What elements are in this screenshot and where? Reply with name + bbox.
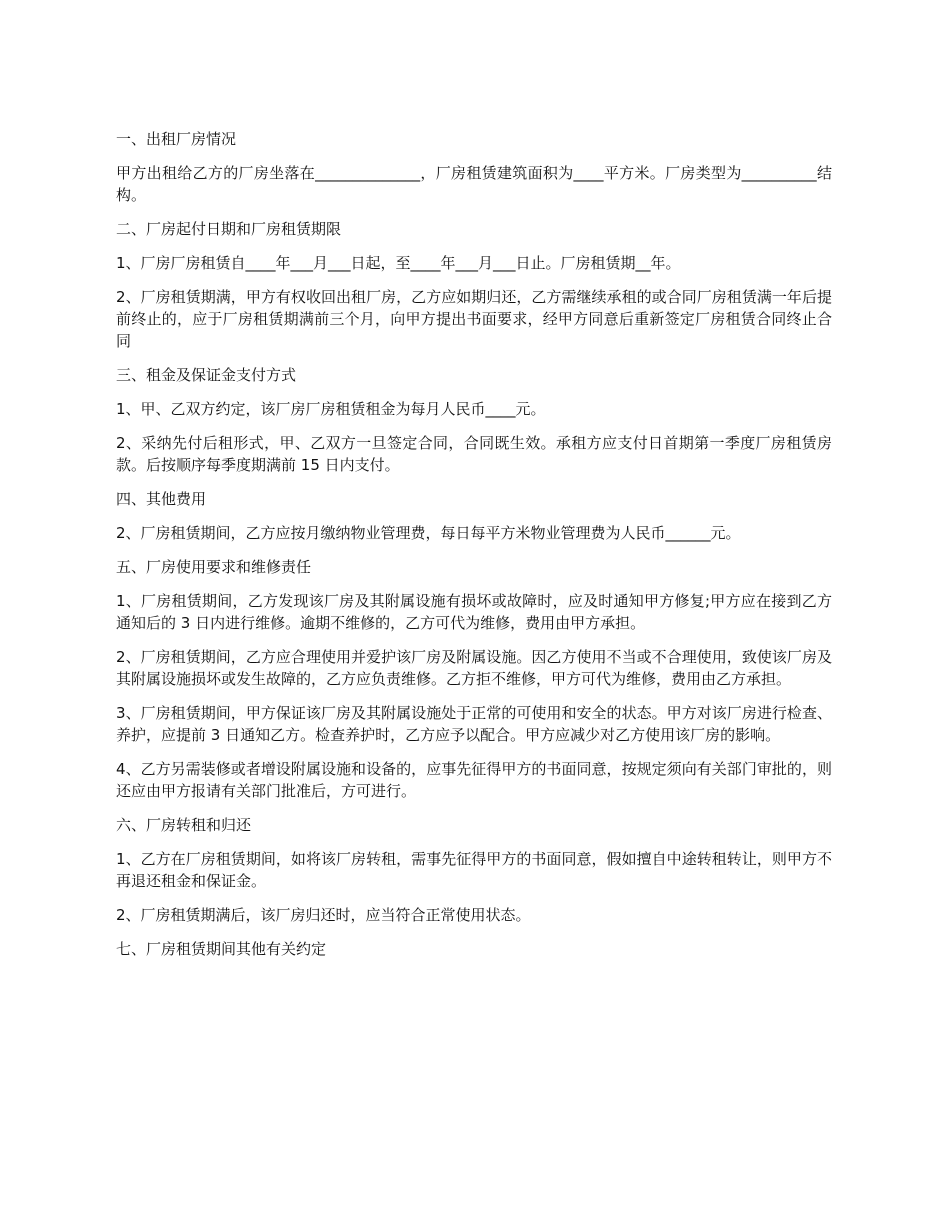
paragraph-payment-method: 2、采纳先付后租形式，甲、乙双方一旦签定合同，合同既生效。承租方应支付日首期第一季度厂房租赁房款。后按顺序每季度期满前 15 日内支付。 <box>116 434 832 474</box>
section-heading-6: 六、厂房转租和归还 <box>116 816 252 834</box>
paragraph-repair-2: 2、厂房租赁期间，乙方应合理使用并爱护该厂房及附属设施。因乙方使用不当或不合理使用，致使该厂房及其附属设施损坏或发生故障的，乙方应负责维修。乙方拒不维修，甲方可代为维修，费用由乙方承担。 <box>116 648 832 688</box>
section-heading-5: 五、厂房使用要求和维修责任 <box>116 558 312 576</box>
paragraph-repair-4: 4、乙方另需装修或者增设附属设施和设备的，应事先征得甲方的书面同意，按规定须向有关部门审批的，则还应由甲方报请有关部门批准后，方可进行。 <box>116 760 832 800</box>
section-heading-7: 七、厂房租赁期间其他有关约定 <box>116 940 327 958</box>
paragraph-lease-dates: 1、厂房厂房租赁自____年___月___日起，至____年___月___日止。厂房租赁期__年。 <box>116 254 681 272</box>
paragraph-repair-1: 1、厂房租赁期间，乙方发现该厂房及其附属设施有损坏或故障时，应及时通知甲方修复;甲方应在接到乙方通知后的 3 日内进行维修。逾期不维修的，乙方可代为维修，费用由甲方承担。 <box>116 592 832 632</box>
section-heading-3: 三、租金及保证金支付方式 <box>116 366 297 384</box>
document-body <box>116 128 832 972</box>
paragraph-repair-3: 3、厂房租赁期间，甲方保证该厂房及其附属设施处于正常的可使用和安全的状态。甲方对该厂房进行检查、养护，应提前 3 日通知乙方。检查养护时，乙方应予以配合。甲方应减少对乙方使用该厂房的影响。 <box>116 704 832 744</box>
section-heading-1: 一、出租厂房情况 <box>116 130 237 148</box>
paragraph-lease-expiry: 2、厂房租赁期满，甲方有权收回出租厂房，乙方应如期归还，乙方需继续承租的或合同厂房租赁满一年后提前终止的，应于厂房租赁期满前三个月，向甲方提出书面要求，经甲方同意后重新签定厂房租赁合同终止合同 <box>116 288 832 350</box>
section-heading-2: 二、厂房起付日期和厂房租赁期限 <box>116 220 342 238</box>
paragraph-management-fee: 2、厂房租赁期间，乙方应按月缴纳物业管理费，每日每平方米物业管理费为人民币______元。 <box>116 524 741 542</box>
paragraph-location: 甲方出租给乙方的厂房坐落在______________，厂房租赁建筑面积为____平方米。厂房类型为__________结构。 <box>116 164 832 204</box>
paragraph-rent-amount: 1、甲、乙双方约定，该厂房厂房租赁租金为每月人民币____元。 <box>116 400 546 418</box>
section-heading-4: 四、其他费用 <box>116 490 207 508</box>
paragraph-sublease-2: 2、厂房租赁期满后，该厂房归还时，应当符合正常使用状态。 <box>116 906 531 924</box>
paragraph-sublease-1: 1、乙方在厂房租赁期间，如将该厂房转租，需事先征得甲方的书面同意，假如擅自中途转租转让，则甲方不再退还租金和保证金。 <box>116 850 832 890</box>
